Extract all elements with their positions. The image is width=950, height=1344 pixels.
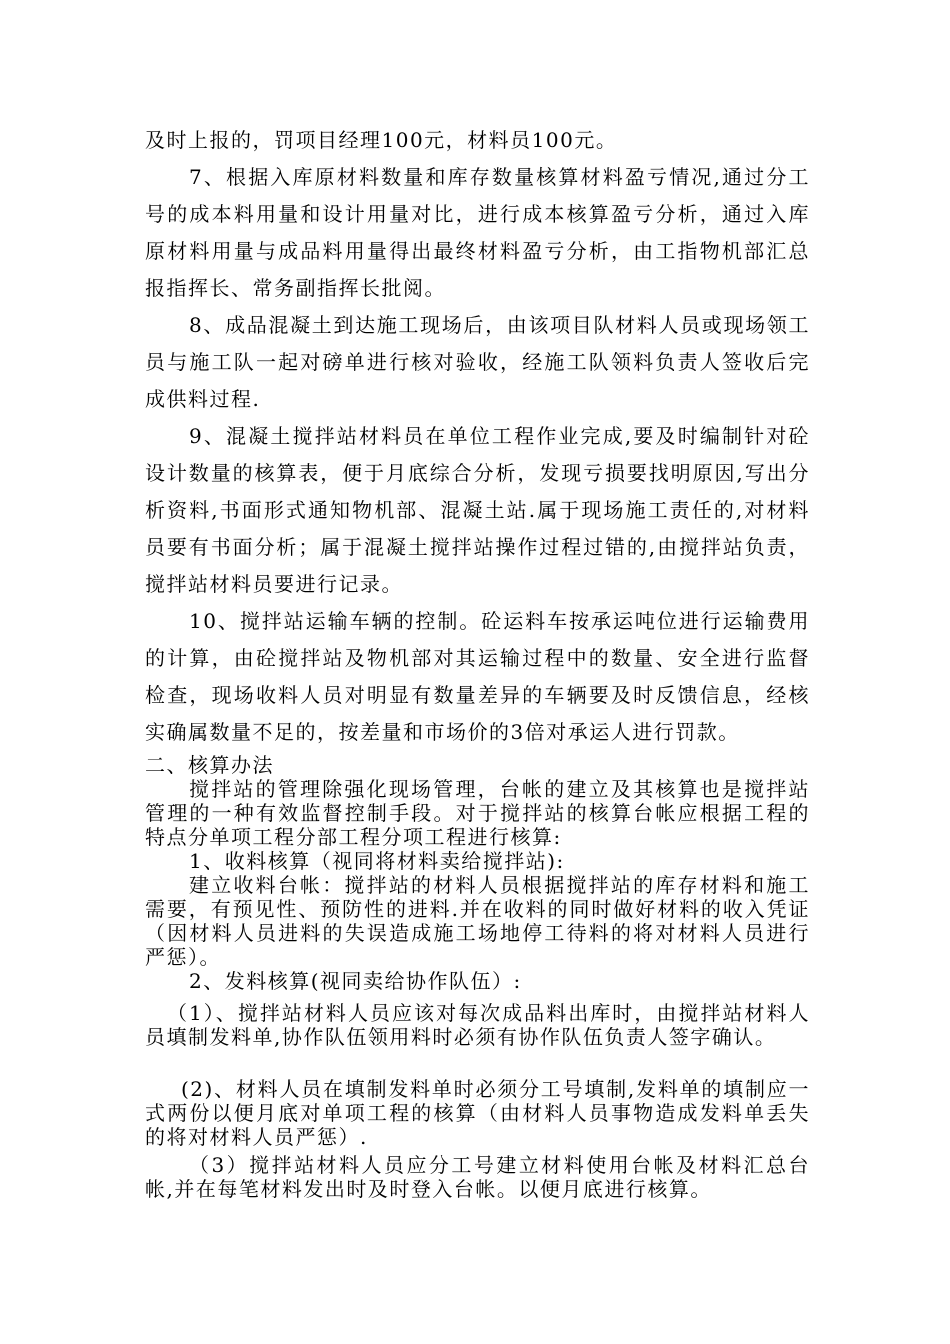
paragraph-item-7: 7、根据入库原材料数量和库存数量核算材料盈亏情况,通过分工号的成本料用量和设计用量对比，进行成本核算盈亏分析，通过入库原材料用量与成品料用量得出最终材料盈亏分析，由工指物机部汇总报指挥长、常务副指挥长批阅。: [145, 165, 810, 300]
section-heading-accounting-method: 二、核算办法: [145, 753, 274, 777]
paragraph-issuing-item-3: （3）搅拌站材料人员应分工号建立材料使用台帐及材料汇总台帐,并在每笔材料发出时及时登入台帐。以便月底进行核算。: [145, 1153, 810, 1201]
paragraph-issuing-accounting-title: 2、发料核算(视同卖给协作队伍）:: [189, 969, 522, 993]
paragraph-receiving-accounting-title: 1、收料核算（视同将材料卖给搅拌站):: [189, 849, 565, 873]
paragraph-penalty-continuation: 及时上报的，罚项目经理100元，材料员100元。: [145, 128, 618, 152]
paragraph-receiving-ledger: 建立收料台帐：搅拌站的材料人员根据搅拌站的库存材料和施工需要，有预见性、预防性的进料.并在收料的同时做好材料的收入凭证（因材料人员进料的失误造成施工场地停工待料的将对材料人员进行严惩）。: [145, 873, 810, 969]
paragraph-issuing-item-1: （1）、搅拌站材料人员应该对每次成品料出库时，由搅拌站材料人员填制发料单,协作队伍领用料时必须有协作队伍负责人签字确认。: [145, 1001, 810, 1049]
paragraph-accounting-intro: 搅拌站的管理除强化现场管理，台帐的建立及其核算也是搅拌站管理的一种有效监督控制手段。对于搅拌站的核算台帐应根据工程的特点分单项工程分部工程分项工程进行核算:: [145, 777, 810, 849]
paragraph-item-8: 8、成品混凝土到达施工现场后，由该项目队材料人员或现场领工员与施工队一起对磅单进行核对验收，经施工队领料负责人签收后完成供料过程.: [145, 313, 810, 411]
paragraph-item-9: 9、混凝土搅拌站材料员在单位工程作业完成,要及时编制针对砼设计数量的核算表，便于月底综合分析，发现亏损要找明原因,写出分析资料,书面形式通知物机部、混凝土站.属于现场施工责任的,对材料员要有书面分析；属于混凝土搅拌站操作过程过错的,由搅拌站负责，搅拌站材料员要进行记录。: [145, 424, 810, 596]
paragraph-issuing-item-2: (2)、材料人员在填制发料单时必须分工号填制,发料单的填制应一式两份以便月底对单项工程的核算（由材料人员事物造成发料单丢失的将对材料人员严惩）.: [145, 1077, 810, 1149]
paragraph-item-10: 10、搅拌站运输车辆的控制。砼运料车按承运吨位进行运输费用的计算，由砼搅拌站及物机部对其运输过程中的数量、安全进行监督检查，现场收料人员对明显有数量差异的车辆要及时反馈信息，经核实确属数量不足的，按差量和市场价的3倍对承运人进行罚款。: [145, 609, 810, 744]
